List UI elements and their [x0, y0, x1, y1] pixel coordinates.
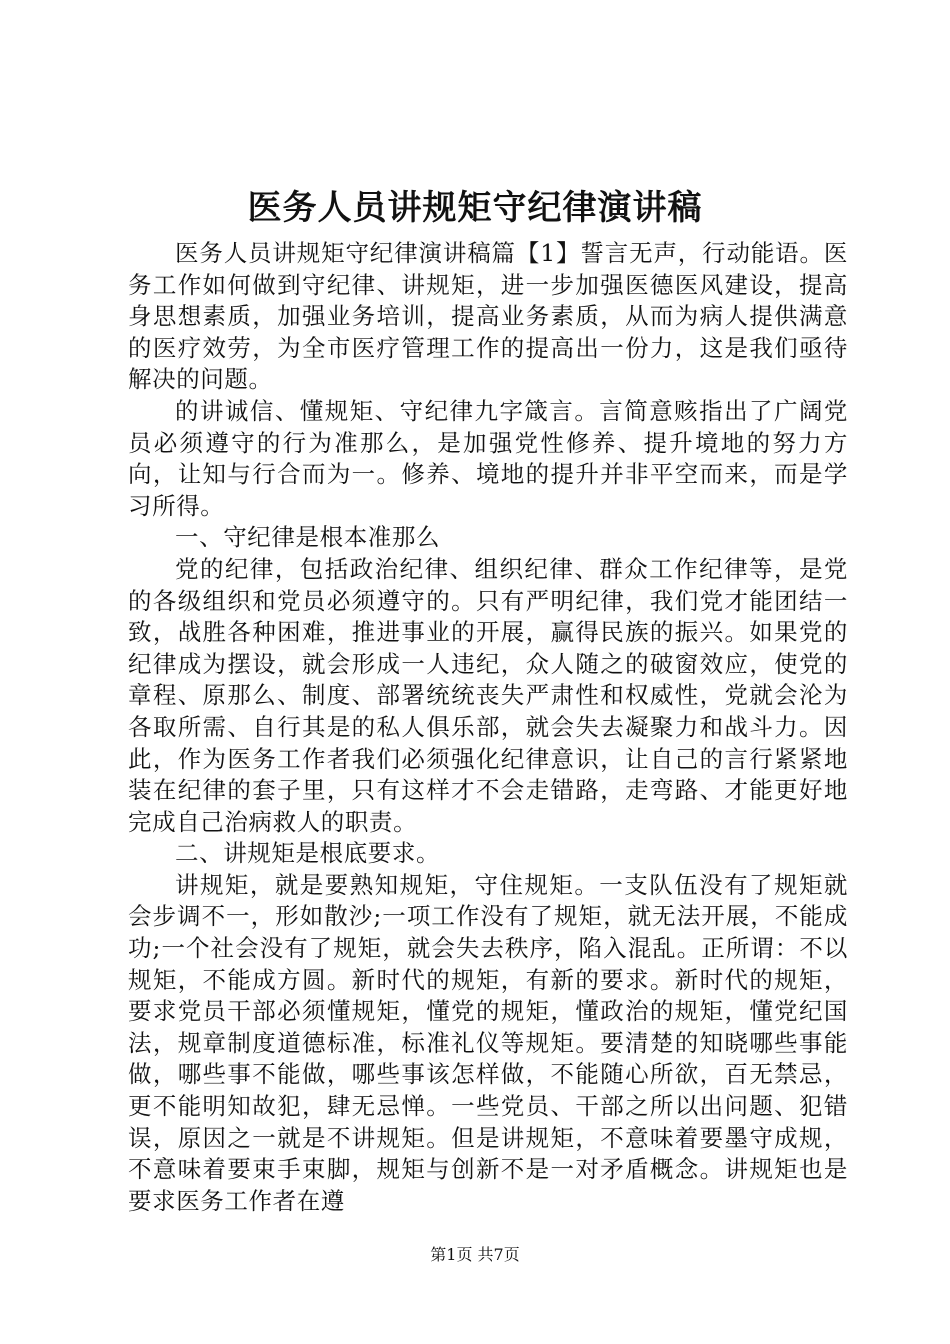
section-heading-discipline: 一、守纪律是根本准那么 [175, 523, 441, 552]
document-title: 医务人员讲规矩守纪律演讲稿 [247, 188, 703, 228]
paragraph-honesty: 的讲诚信、懂规矩、守纪律九字箴言。言简意赅指出了广阔党员必须遵守的行为准那么，是加强党性修养、提升境地的努力方向，让知与行合而为一。修养、境地的提升并非平空而来，而是学习所得。 [128, 396, 848, 520]
page-number-footer: 第1页 共7页 [430, 1245, 520, 1264]
paragraph-rules: 讲规矩，就是要熟知规矩，守住规矩。一支队伍没有了规矩就会步调不一，形如散沙;一项工作没有了规矩，就无法开展，不能成功;一个社会没有了规矩，就会失去秩序，陷入混乱。正所谓：不以规矩，不能成方圆。新时代的规矩，有新的要求。新时代的规矩，要求党员干部必须懂规矩，懂党的规矩，懂政治的规矩，懂党纪国法，规章制度道德标准，标准礼仪等规矩。要清楚的知晓哪些事能做，哪些事不能做，哪些事该怎样做，不能随心所欲，百无禁忌，更不能明知故犯，肆无忌惮。一些党员、干部之所以出问题、犯错误，原因之一就是不讲规矩。但是讲规矩，不意味着要墨守成规，不意味着要束手束脚，规矩与创新不是一对矛盾概念。讲规矩也是要求医务工作者在遵 [128, 870, 848, 1215]
paragraph-intro: 医务人员讲规矩守纪律演讲稿篇【1】誓言无声，行动能语。医务工作如何做到守纪律、讲规矩，进一步加强医德医风建设，提高身思想素质，加强业务培训，提高业务素质，从而为病人提供满意的医疗效劳，为全市医疗管理工作的提高出一份力，这是我们亟待解决的问题。 [128, 239, 848, 394]
paragraph-discipline: 党的纪律，包括政治纪律、组织纪律、群众工作纪律等，是党的各级组织和党员必须遵守的。只有严明纪律，我们党才能团结一致，战胜各种困难，推进事业的开展，赢得民族的振兴。如果党的纪律成为摆设，就会形成一人违纪，众人随之的破窗效应，使党的章程、原那么、制度、部署统统丧失严肃性和权威性，党就会沦为各取所需、自行其是的私人俱乐部，就会失去凝聚力和战斗力。因此，作为医务工作者我们必须强化纪律意识，让自己的言行紧紧地装在纪律的套子里，只有这样才不会走错路，走弯路、才能更好地完成自己治病救人的职责。 [128, 554, 848, 836]
section-heading-rules: 二、讲规矩是根底要求。 [175, 839, 441, 868]
document-body [128, 238, 848, 1217]
